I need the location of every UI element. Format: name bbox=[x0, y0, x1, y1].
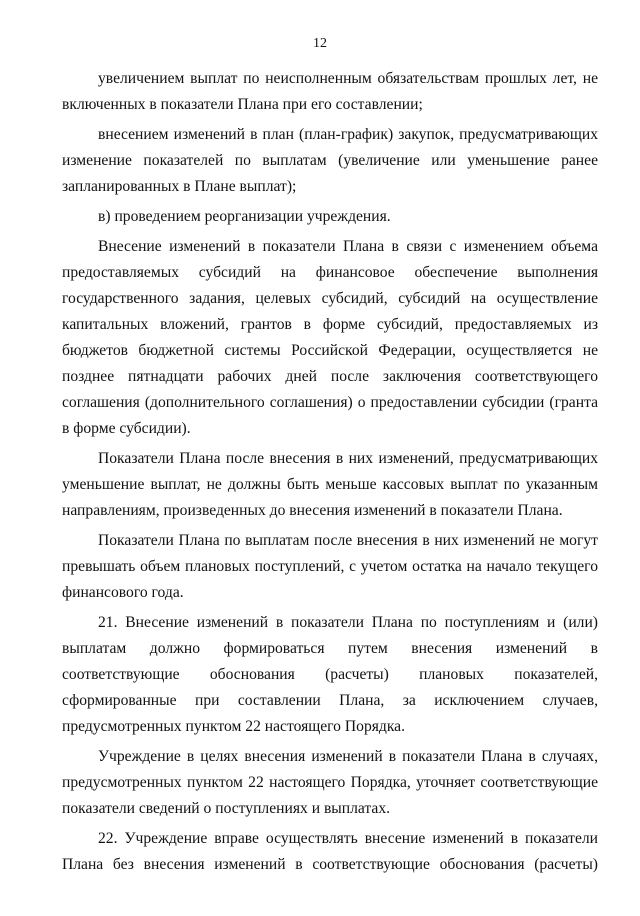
page-number: 12 bbox=[313, 36, 327, 51]
paragraph: Учреждение в целях внесения изменений в показатели Плана в случаях, предусмотренных пунктом 22 настоящего Порядка, уточняет соответствующие показатели сведений о поступлениях и выплатах. bbox=[62, 748, 598, 817]
paragraph: Показатели Плана по выплатам после внесения в них изменений не могут превышать объем плановых поступлений, с учетом остатка на начало текущего финансового года. bbox=[62, 532, 598, 601]
paragraph: Показатели Плана после внесения в них изменений, предусматривающих уменьшение выплат, не должны быть меньше кассовых выплат по указанным направлениям, произведенных до внесения изменений в показатели Плана. bbox=[62, 450, 598, 519]
paragraph: увеличением выплат по неисполненным обязательствам прошлых лет, не включенных в показатели Плана при его составлении; bbox=[62, 70, 598, 113]
paragraph: 22. Учреждение вправе осуществлять внесение изменений в показатели Плана без внесения изменений в соответствующие обоснования (расчеты) bbox=[62, 830, 598, 873]
paragraph: Внесение изменений в показатели Плана в связи с изменением объема предоставляемых субсидий на финансовое обеспечение выполнения государственного задания, целевых субсидий, субсидий на осуществление капитальных вложений, грантов в форме субсидий, предоставляемых из бюджетов бюджетной системы Российской Федерации, осуществляется не позднее пятнадцати рабочих дней после заключения соответствующего соглашения (дополнительного соглашения) о предоставлении субсидии (гранта в форме субсидии). bbox=[62, 238, 598, 437]
paragraph: 21. Внесение изменений в показатели Плана по поступлениям и (или) выплатам должно формироваться путем внесения изменений в соответствующие обоснования (расчеты) плановых показателей, сформированные при составлении Плана, за исключением случаев, предусмотренных пунктом 22 настоящего Порядка. bbox=[62, 614, 598, 735]
paragraph: внесением изменений в план (план-график) закупок, предусматривающих изменение показателей по выплатам (увеличение или уменьшение ранее запланированных в Плане выплат); bbox=[62, 126, 598, 195]
document-body bbox=[62, 66, 598, 882]
paragraph: в) проведением реорганизации учреждения. bbox=[98, 208, 391, 225]
